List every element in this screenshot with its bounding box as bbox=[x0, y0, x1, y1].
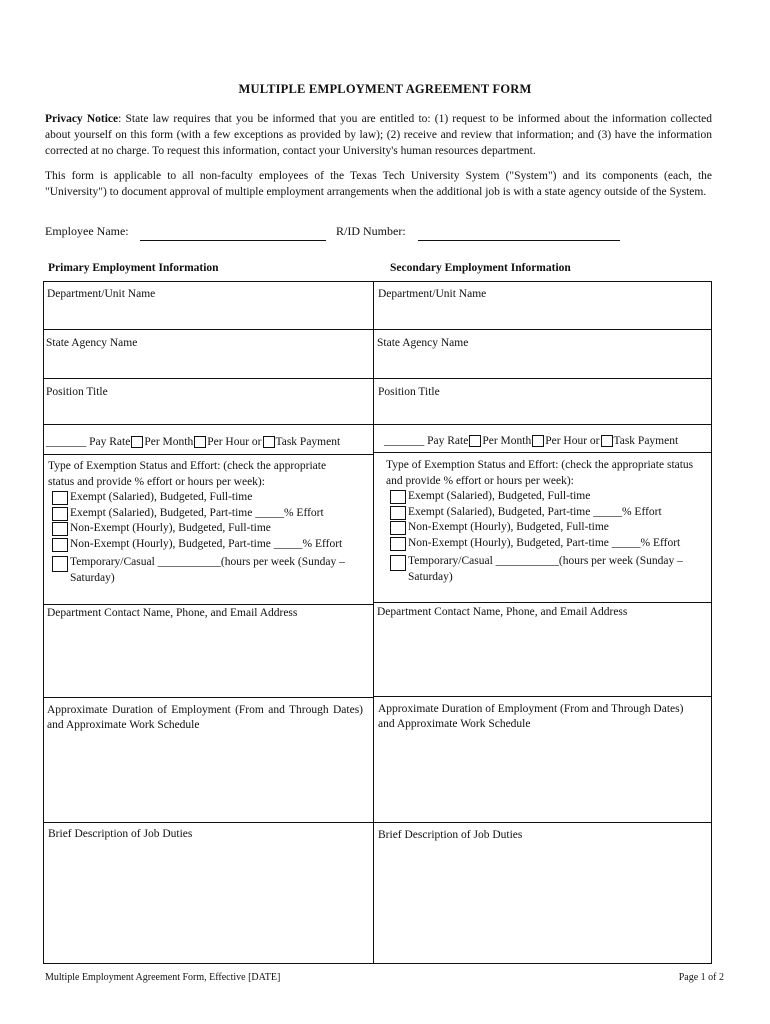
primary-exemption-label: Non-Exempt (Hourly), Budgeted, Full-time bbox=[70, 522, 271, 534]
primary-pay-rate-label: Pay Rate bbox=[89, 436, 131, 448]
secondary-exemption-intro: Type of Exemption Status and Effort: (check the appropriate status and provide % effort or hours per week): bbox=[386, 459, 694, 487]
checkbox-icon[interactable] bbox=[52, 507, 68, 521]
checkbox-icon[interactable] bbox=[390, 555, 406, 571]
table-right-border bbox=[711, 281, 712, 964]
secondary-exemption-option[interactable] bbox=[386, 520, 704, 536]
primary-temporary-label: Temporary/Casual ___________(hours per week (Sunday – Saturday) bbox=[70, 556, 345, 584]
primary-exemption-label: Non-Exempt (Hourly), Budgeted, Part-time _____% Effort bbox=[70, 537, 343, 550]
secondary-exemption-option[interactable] bbox=[386, 505, 704, 521]
row-divider bbox=[43, 822, 711, 823]
secondary-department-label: Department/Unit Name bbox=[378, 288, 487, 300]
secondary-pay-blank[interactable]: _______ bbox=[384, 435, 425, 447]
checkbox-icon[interactable] bbox=[52, 491, 68, 505]
privacy-notice-label: Privacy Notice bbox=[45, 113, 119, 125]
row-divider bbox=[374, 602, 711, 603]
secondary-duration-label: Approximate Duration of Employment (From and Through Dates) and Approximate Work Schedule bbox=[378, 703, 684, 730]
checkbox-icon[interactable] bbox=[52, 538, 68, 552]
primary-exemption-label: Exempt (Salaried), Budgeted, Part-time _____% Effort bbox=[70, 506, 324, 519]
row-divider bbox=[374, 452, 711, 453]
checkbox-icon[interactable] bbox=[52, 556, 68, 572]
secondary-employment-heading: Secondary Employment Information bbox=[390, 262, 571, 274]
row-divider bbox=[43, 697, 374, 698]
secondary-pay-row bbox=[384, 435, 678, 447]
primary-per-hour-checkbox[interactable] bbox=[194, 436, 206, 448]
primary-exemption-section bbox=[48, 459, 352, 586]
primary-per-month-label: Per Month bbox=[144, 436, 194, 448]
employee-name-label: Employee Name: bbox=[45, 224, 129, 238]
row-divider bbox=[374, 696, 711, 697]
primary-pay-blank[interactable]: _______ bbox=[46, 436, 87, 448]
secondary-exemption-label: Exempt (Salaried), Budgeted, Part-time _____% Effort bbox=[408, 505, 662, 518]
secondary-exemption-option[interactable] bbox=[386, 536, 704, 552]
primary-exemption-intro: Type of Exemption Status and Effort: (check the appropriate status and provide % effort or hours per week): bbox=[48, 460, 327, 488]
primary-pay-row bbox=[46, 436, 340, 448]
primary-exemption-option[interactable] bbox=[48, 537, 352, 553]
primary-department-label: Department/Unit Name bbox=[47, 288, 156, 300]
primary-exemption-option[interactable] bbox=[48, 490, 352, 506]
table-bottom-border bbox=[43, 963, 711, 964]
secondary-exemption-label: Exempt (Salaried), Budgeted, Full-time bbox=[408, 490, 591, 502]
secondary-per-month-label: Per Month bbox=[482, 435, 532, 447]
row-divider bbox=[43, 329, 711, 330]
secondary-position-label: Position Title bbox=[378, 386, 440, 398]
row-divider bbox=[43, 604, 374, 605]
checkbox-icon[interactable] bbox=[52, 522, 68, 536]
table-left-border bbox=[43, 281, 44, 964]
table-top-border bbox=[43, 281, 711, 282]
secondary-contact-label: Department Contact Name, Phone, and Email Address bbox=[377, 606, 628, 618]
row-divider bbox=[43, 424, 711, 425]
primary-per-month-checkbox[interactable] bbox=[131, 436, 143, 448]
secondary-exemption-label: Non-Exempt (Hourly), Budgeted, Full-time bbox=[408, 521, 609, 533]
primary-duties-label: Brief Description of Job Duties bbox=[48, 828, 193, 840]
primary-task-payment-checkbox[interactable] bbox=[263, 436, 275, 448]
footer-form-name: Multiple Employment Agreement Form, Effective [DATE] bbox=[45, 972, 281, 983]
employee-name-field[interactable] bbox=[140, 240, 326, 241]
row-divider bbox=[43, 454, 374, 455]
primary-exemption-label: Exempt (Salaried), Budgeted, Full-time bbox=[70, 491, 253, 503]
checkbox-icon[interactable] bbox=[390, 537, 406, 551]
primary-per-hour-label: Per Hour or bbox=[207, 436, 262, 448]
secondary-temporary-option[interactable] bbox=[386, 554, 704, 585]
primary-temporary-option[interactable] bbox=[48, 555, 352, 586]
primary-task-payment-label: Task Payment bbox=[275, 436, 341, 448]
secondary-duties-label: Brief Description of Job Duties bbox=[378, 829, 523, 841]
form-title: MULTIPLE EMPLOYMENT AGREEMENT FORM bbox=[238, 82, 532, 96]
primary-employment-heading: Primary Employment Information bbox=[48, 262, 219, 274]
secondary-task-payment-checkbox[interactable] bbox=[601, 435, 613, 447]
secondary-pay-rate-label: Pay Rate bbox=[427, 435, 469, 447]
secondary-exemption-option[interactable] bbox=[386, 489, 704, 505]
applicability-paragraph: This form is applicable to all non-faculty employees of the Texas Tech University System ("System") and its components (each, the "University") to document approval of multiple employment arrangements when the additional job is with a state agency outside of the System. bbox=[45, 170, 712, 198]
primary-exemption-option[interactable] bbox=[48, 521, 352, 537]
primary-agency-label: State Agency Name bbox=[46, 337, 138, 349]
privacy-notice bbox=[45, 111, 712, 159]
rid-number-label: R/ID Number: bbox=[336, 224, 406, 238]
primary-position-label: Position Title bbox=[46, 386, 108, 398]
table-middle-divider bbox=[373, 281, 374, 964]
primary-duration-label: Approximate Duration of Employment (From and Through Dates) and Approximate Work Schedule bbox=[47, 704, 363, 731]
secondary-exemption-label: Non-Exempt (Hourly), Budgeted, Part-time _____% Effort bbox=[408, 536, 681, 549]
checkbox-icon[interactable] bbox=[390, 490, 406, 504]
secondary-per-hour-label: Per Hour or bbox=[545, 435, 600, 447]
secondary-temporary-label: Temporary/Casual ___________(hours per week (Sunday – Saturday) bbox=[408, 555, 683, 583]
secondary-task-payment-label: Task Payment bbox=[613, 435, 679, 447]
secondary-per-month-checkbox[interactable] bbox=[469, 435, 481, 447]
checkbox-icon[interactable] bbox=[390, 521, 406, 535]
privacy-notice-text: : State law requires that you be informed that you are entitled to: (1) request to be informed about the information collected about yourself on this form (with a few exceptions as provided by law); (2) receive and review that information; and (3) have the information corrected at no charge. To request this information, contact your University's human resources department. bbox=[45, 113, 713, 157]
primary-contact-label: Department Contact Name, Phone, and Email Address bbox=[47, 607, 298, 619]
secondary-exemption-section bbox=[386, 458, 704, 585]
secondary-agency-label: State Agency Name bbox=[377, 337, 469, 349]
checkbox-icon[interactable] bbox=[390, 506, 406, 520]
footer-page-number: Page 1 of 2 bbox=[678, 972, 724, 983]
row-divider bbox=[43, 378, 711, 379]
primary-exemption-option[interactable] bbox=[48, 506, 352, 522]
rid-number-field[interactable] bbox=[418, 240, 620, 241]
secondary-per-hour-checkbox[interactable] bbox=[532, 435, 544, 447]
